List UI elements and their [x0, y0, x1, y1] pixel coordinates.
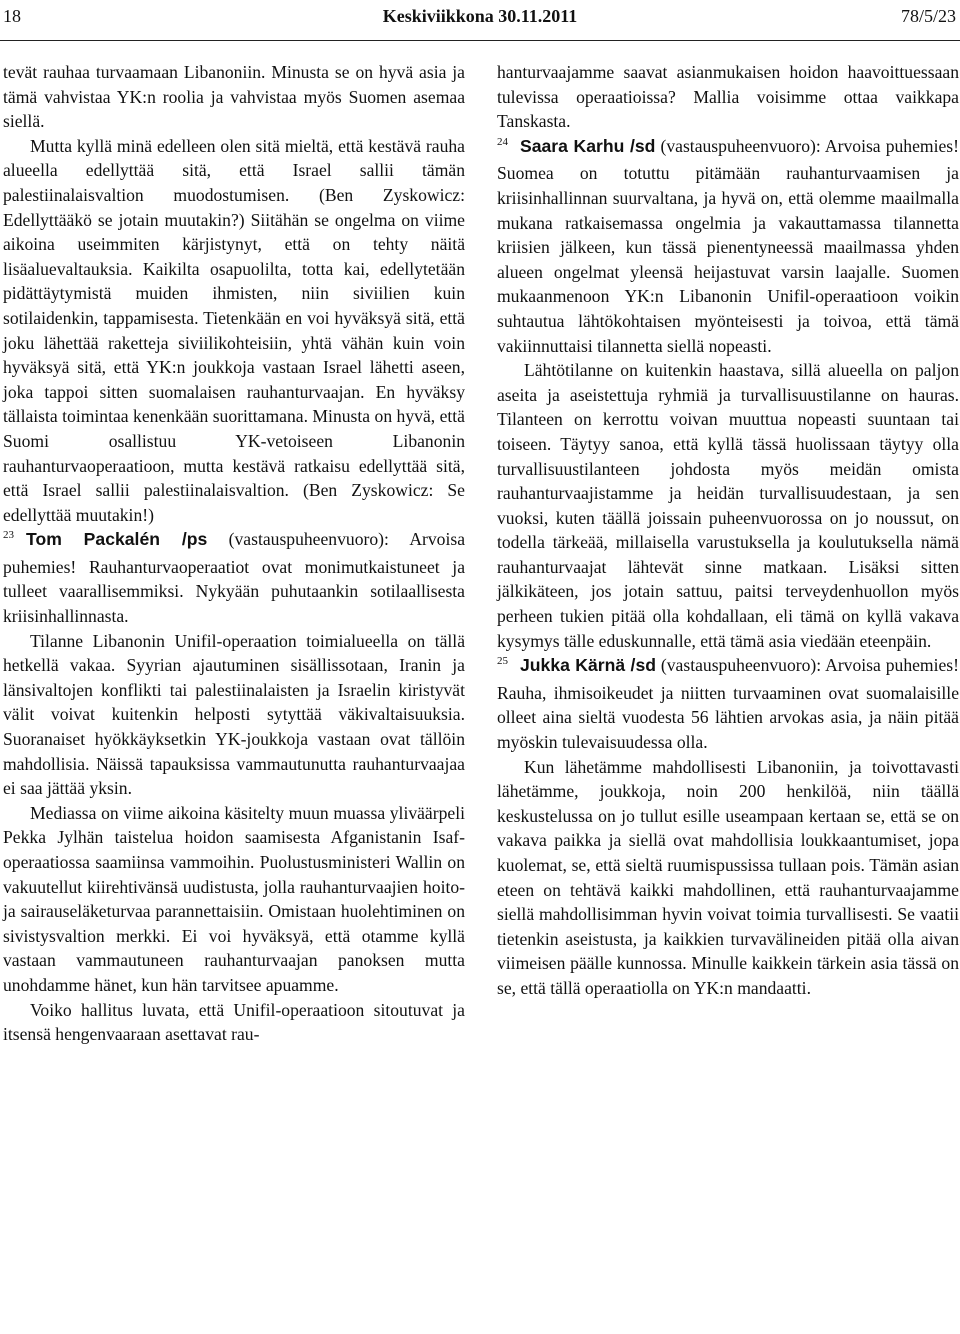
speech-text: Arvoisa puhemies! Rauhanturvaoperaatiot ovat monimutkaistuneet ja tulleet vaarallisemmiksi. Nykyään puhutaankin sotilaallisesta kriisinhallinnasta. [3, 529, 466, 627]
speech-number: 24 [497, 135, 508, 148]
paragraph: Tilanne Libanonin Unifil-operaation toimialueella on tällä hetkellä vakaa. Syyrian ajautuminen sisällissotaan, Iranin ja länsivaltojen konflikti tai palestiinalaisten ja Israelin kiristyvät välit voivat kuitenkin helposti sytyttää väkivaltaisuuksia. Suoranaiset hyökkäyksetkin YK-joukkoja vastaan ovat tällöin mahdollisia. Näissä tapauksissa vammautunutta rauhanturvaajaa ei saa jättää yksin. [3, 630, 465, 799]
speech-number: 23 [3, 529, 14, 542]
speech-text: Arvoisa puhemies! Rauha, ihmisoikeudet ja niitten turvaaminen ovat suomalaisille olleet aina sieltä vuodesta 56 lähtien arvokas asia, ja näin pitää myöskin tulevaisuudessa olla. [497, 655, 960, 753]
speaker-name: Saara Karhu /sd [520, 135, 656, 156]
session-date: Keskiviikkona 30.11.2011 [382, 6, 578, 26]
speech-number: 25 [497, 655, 508, 668]
speaker-entry [497, 134, 959, 358]
speaker-name: Tom Packalén /ps [26, 529, 208, 550]
paragraph: hanturvaajamme saavat asianmukaisen hoidon haavoittuessaan tulevissa operaatioissa? Mallia voisimme ottaa vaikkapa Tanskasta. [497, 62, 959, 132]
speaker-role: (vastauspuheenvuoro): [660, 655, 822, 676]
paragraph: Kun lähetämme mahdollisesti Libanoniin, ja toivottavasti lähetämme, joukkoja, noin 200 henkilöä, niin täällä keskustelussa on jo tullut esille useampaan kertaan se, että se on vakava paikka ja siellä ovat mahdollisia loukkaantumiset, jopa kuolemat, se, että sieltä ruumispussissa tullaan pois. Tämän asian eteen on tehtävä kaikki mahdollinen, että rauhanturvaajamme siellä mahdollisimman hyvin voivat toimia turvallisesti. Se vaatii tietenkin aseistusta, ja kaikkien turvavälineiden pitää olla aivan viimeisen päälle kunnossa. Minulle kaikkein tärkein asia tässä on se, että tällä operaatiolla on YK:n mandaatti. [497, 756, 959, 998]
paragraph: tevät rauhaa turvaamaan Libanoniin. Minusta se on hyvä asia ja tämä vahvistaa YK:n roolia ja vahvistaa myös Suomen asemaa siellä. [3, 62, 465, 132]
speaker-role: (vastauspuheenvuoro): [228, 529, 389, 550]
document-reference: 78/5/23 [900, 6, 956, 26]
right-column [497, 60, 959, 1001]
page-header [0, 0, 960, 41]
paragraph: Lähtötilanne on kuitenkin haastava, sillä alueella on paljon aseita ja aseistettuja ryhmiä ja turvallisuustilanne on hauras. Tilanteen on kerrottu voivan muuttua nopeasti suuntaan tai toiseen. Täytyy sanoa, että kyllä tässä huolissaan täytyy olla turvallisuustilanteen johdosta myös meidän omista rauhanturvaajistamme ja heidän turvallisuudestaan, ja sen vuoksi, kuten täällä joissain puheenvuorossa on jo noussut, on todella tärkeää, millaisella varustuksella ja koulutuksella nämä rauhanturvaajat lähtevät sinne matkaan. Lisäksi sitten jälkikäteen, jos jotain sattuu, paitsi terveydenhuollon myös perheen tukien pitää olla kohdallaan, eli tämä on kyllä vakava kysymys tälle eduskunnalle, että tämä asia viedään eteenpäin. [497, 360, 959, 651]
left-column [3, 60, 465, 1047]
speech-text: Arvoisa puhemies! Suomea on totuttu pitämään rauhanturvaamisen ja kriisinhallinnan suurvaltana, ja hyvä on, että olemme maailmalla mukana ratkaisemassa ongelmia ja vakauttamassa tilannetta kriisien jälkeen, kun tässä pienentyneessä maailmassa yhden alueen ongelmat yleensä heijastuvat varsin laajalle. Suomen mukaanmenoon YK:n Libanonin Unifil-operaatioon voikin suhtautua lähtökohtaisen myönteisesti ja toivoa, että tämä vakiinnuttaisi tilannetta siellä nopeasti. [497, 135, 960, 356]
page-number: 18 [3, 6, 21, 26]
speaker-entry [497, 653, 959, 754]
speaker-role: (vastauspuheenvuoro): [660, 135, 821, 156]
paragraph: Voiko hallitus luvata, että Unifil-operaatioon sitoutuvat ja itsensä hengenvaaraan asettavat rau- [3, 999, 465, 1045]
speaker-entry [3, 527, 465, 628]
paragraph: Mutta kyllä minä edelleen olen sitä mieltä, että kestävä rauha alueella edellyttää sitä, että Israel sallii tämän palestiinalaisvaltion muodostumisen. (Ben Zyskowicz: Edellyttääkö se jotain muutakin?) Siitähän se ongelma on viime aikoina useimmiten kärjistynyt, että on tehty näitä lisäaluevaltauksia. Kaikilta osapuolilta, totta kai, edellytetään pidättäytymistä muiden ihmisten, niin siviilien kuin sotilaidenkin, tappamisesta. Tietenkään en voi hyväksyä sitä, että joku lähettää raketteja siviilikohteisiin, yhtä vähän kuin voin hyväksyä sitä, että YK:n joukkoja vastaan Israel lähetti aseen, joka tappoi sitten suomalaisen rauhanturvaajan. En hyväksy tällaista toimintaa kenenkään suorittamana. Minusta on hyvä, että Suomi osallistuu YK-vetoiseen Libanonin rauhanturvaoperaatioon, mutta kestävä ratkaisu edellyttää sitä, että Israel sallii palestiinalaisvaltion. (Ben Zyskowicz: Se edellyttää muutakin!) [3, 135, 465, 525]
speaker-name: Jukka Kärnä /sd [520, 655, 656, 676]
paragraph: Mediassa on viime aikoina käsitelty muun muassa yliväärpeli Pekka Jylhän taistelua hoidon saamisesta Afganistanin Isaf-operaatiossa saamiinsa vammoihin. Puolustusministeri Wallin on vakuutellut kiirehtivänsä uudistusta, jolla rauhanturvaajien hoito- ja sairauseläketurvaa parannettaisiin. Omistaan huolehtiminen on sivistysvaltion merkki. Ei voi hyväksyä, että otamme kyllä vastaan vammautuneen rauhanturvaajan panoksen mutta unohdamme hänet, kun hän tarvitsee apuamme. [3, 802, 465, 995]
